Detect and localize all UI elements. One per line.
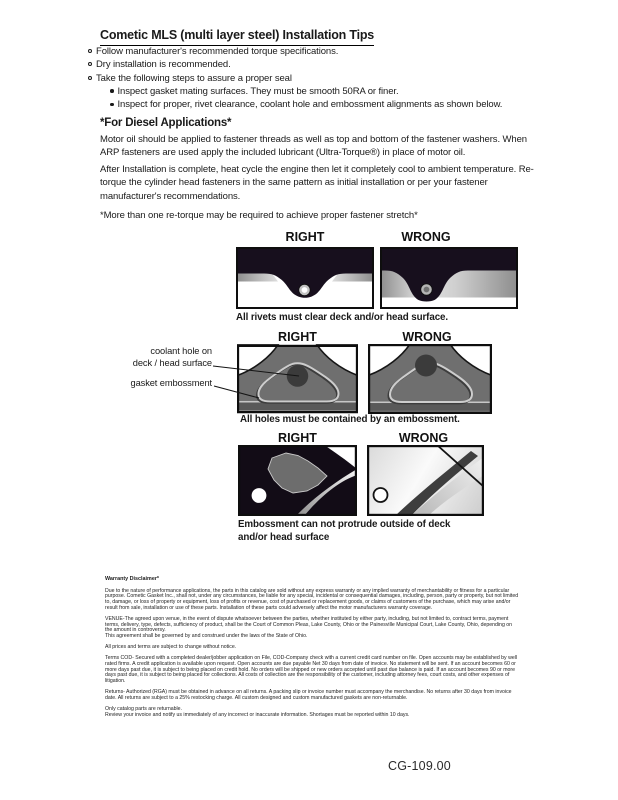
list-item [88,58,548,71]
deck-edge-wrong-icon [367,445,484,516]
row1-caption: All rivets must clear deck and/or head surface. [236,312,449,323]
row3-wrong-label: WRONG [398,431,449,445]
row2-caption: All holes must be contained by an embossment. [240,414,460,425]
page-title: Cometic MLS (multi layer steel) Installation Tips [100,28,374,46]
row3-caption-line2: and/or head surface [238,531,330,543]
legal-heading: Warranty Disclaimer* [105,576,160,582]
filled-bullet-icon [110,103,114,107]
gasket-cross-section-right-icon [236,247,374,309]
row1-right-label: RIGHT [285,230,325,244]
embossment-containment-wrong-diagram [368,344,492,414]
row3-caption [238,519,498,544]
diesel-paragraph-1: Motor oil should be applied to fastener threads as well as top and bottom of the fastener washers. When ARP fasteners are used apply the included lubricant (Ultra-Torque®) in place of motor oil. [100,134,527,159]
legal-paragraph: Terms COD- Secured with a completed dealer/jobber application on File, COD-Company check with a current credit card number on file. Open accounts may be established by well rated firms. A credit application is available upon request. Open accounts are due payable Net 30 days from date of invoice. No statement will be sent. If an account becomes 60 or more days past due, it is subject to being placed on credit hold. No orders will be shipped or new orders accepted until past due balance is paid. If an account becomes 90 or more days past due, it is subject to being placed for collections. All costs of collection are the responsibility of the customer, including attorney fees, court costs, and other expenses of litigation. [105,655,518,685]
legal-paragraph: All prices and terms are subject to change without notice. [105,644,237,651]
row3-caption-line1: Embossment can not protrude outside of deck [238,519,451,530]
callout-line-2: deck / head surface [132,358,212,368]
row2-right-label: RIGHT [278,330,317,344]
legal-paragraph: VENUE-The agreed upon venue, in the event of dispute whatsoever between the parties, whether instituted by either party, including, but not limited to, contract terms, payment terms, delivery, type, defects, sufficiency of product, shall be the Court of Common Pleas, Lake County, Ohio or the Painesville Municipal Court, Lake County, Ohio, depending on the amount in controversy. [105,615,513,634]
legal-paragraph: This agreement shall be governed by and construed under the laws of the State of Ohio. [105,633,308,640]
rivet-clearance-right-diagram [236,247,374,309]
filled-bullet-icon [110,89,114,93]
deck-edge-right-icon [238,445,357,516]
gasket-cross-section-wrong-icon [380,247,518,309]
list-item [88,45,548,58]
diesel-heading: *For Diesel Applications* [100,117,232,129]
row2-wrong-label: WRONG [402,330,452,344]
list-item [88,85,548,98]
callout-leader-lines [115,342,305,400]
gasket-embossment-callout: gasket embossment [130,378,212,388]
legal-paragraph: Only catalog parts are returnable. [105,705,182,712]
legal-paragraph: Due to the nature of performance applications, the parts in this catalog are sold without any express warranty or any implied warranty of merchantability or fitness for a particular purpose. Cometic Gasket Inc., shall not, under any circumstances, be liable for any special, incidental or consequential damages, including, person, party or property, but not limited to, damage, or loss of property or equipment, loss of profits or revenue, cost of purchased or replacement goods, or claims of customers of the purchase, which may arise and/or result from sale, installation or use of these parts. Installation of these parts could adversely affect the motor manufacturers warranty coverage. [105,587,519,611]
diesel-note: *More than one re-torque may be required to achieve proper fastener stretch* [100,210,418,221]
tip-text: Dry installation is recommended. [96,59,231,71]
open-bullet-icon [88,49,92,53]
installation-tips-list [88,45,548,111]
row1-wrong-label: WRONG [401,230,451,244]
tip-text: Follow manufacturer's recommended torque specifications. [96,46,339,57]
embossment-protrusion-right-diagram [238,445,357,516]
rivet-clearance-wrong-diagram [380,247,518,309]
open-bullet-icon [88,62,92,66]
embossment-protrusion-wrong-diagram [367,445,484,516]
diesel-paragraph-2: After Installation is complete, heat cycle the engine then let it completely cool to ambient temperature. Re-torque the cylinder head fasteners in the same pattern as initial installation or per your fastener manufacturer's recommendations. [100,164,534,202]
row3-right-label: RIGHT [278,431,317,445]
list-item [88,72,548,85]
open-bullet-icon [88,76,92,80]
coolant-hole-wrong-icon [368,344,492,414]
tip-text: Inspect gasket mating surfaces. They must be smooth 50RA or finer. [117,85,399,97]
page-code: CG-109.00 [388,759,451,773]
page-title-wrap [100,26,374,46]
warranty-disclaimer-block [105,577,520,718]
tip-text: Inspect for proper, rivet clearance, coolant hole and embossment alignments as shown below. [117,99,503,111]
callout-line-1: coolant hole on [150,346,212,356]
legal-paragraph: Returns- Authorized (RGA) must be obtained in advance on all returns. A packing slip or invoice number must accompany the merchandise. No returns after 30 days from invoice date. All returns are subject to a 25% restocking charge. All custom designed and custom manufactured gaskets are non-returnable. [105,689,512,701]
list-item [88,98,548,111]
legal-paragraph: Review your invoice and notify us immediately of any incorrect or inaccurate information. Shortages must be reported within 10 days. [105,711,410,718]
tip-text: Take the following steps to assure a proper seal [96,72,292,84]
